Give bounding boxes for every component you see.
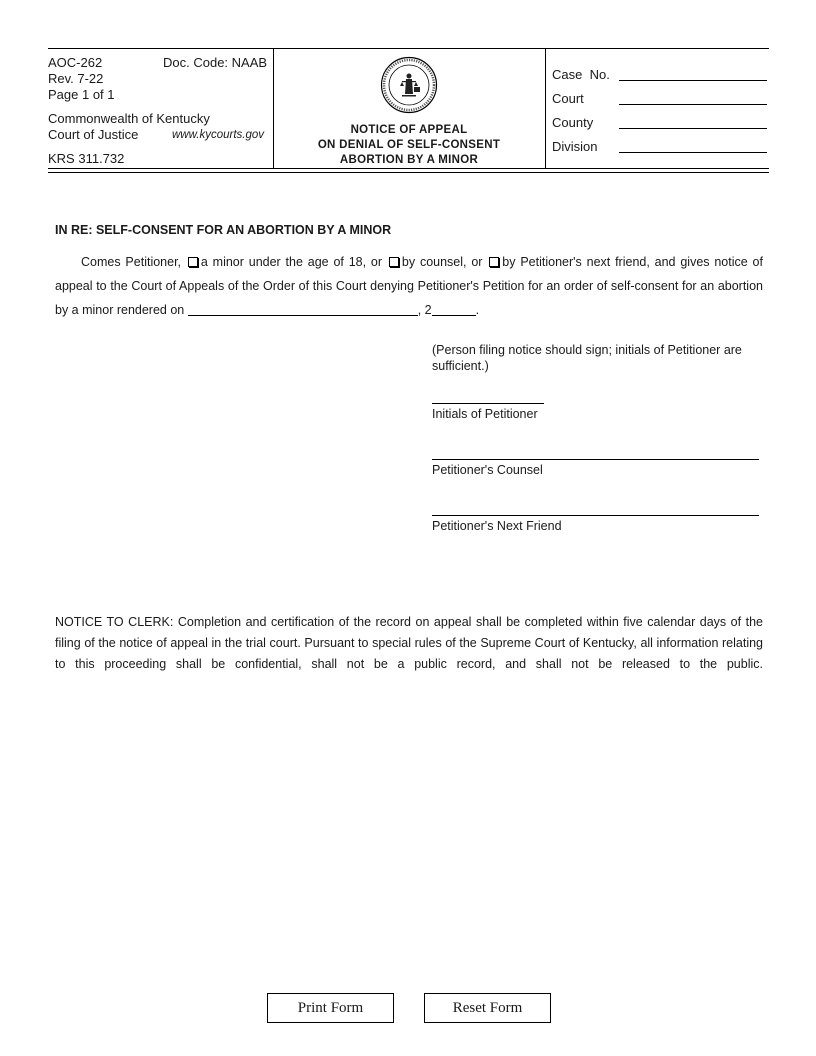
county-label: County [552,115,594,130]
date-period: . [475,303,480,317]
initials-label: Initials of Petitioner [432,407,538,421]
header-divider-right [545,48,546,168]
doc-code: Doc. Code: NAAB [163,55,268,70]
title-line-1: NOTICE OF APPEAL [350,124,468,136]
website: www.kycourts.gov [172,129,265,141]
court-of-justice: Court of Justice [48,127,139,142]
form-title [274,123,544,168]
counsel-label: Petitioner's Counsel [432,463,543,477]
counsel-option-text: by counsel, or [401,255,483,269]
notice-to-clerk: NOTICE TO CLERK: Completion and certification of the record on appeal shall be completed within five calendar days of the filing of the notice of appeal in the trial court. Pursuant to special rules of the Supreme Court of Kentucky, all information relating to this proceeding shall be confidential, shall not be a public record, and shall not be released to the public. [55,615,763,671]
case-no-field[interactable] [619,80,767,81]
division-label: Division [552,139,598,154]
next-friend-option-text: by Petitioner's next friend, and gives notice of appeal to the Court of Appeals of the Order of this Court denying Petitioner's Petition for an order of self-consent for an abortion by a minor rendered on [55,255,763,317]
signature-instruction: (Person filing notice should sign; initials of Petitioner are sufficient.) [432,343,742,373]
next-friend-checkbox[interactable] [489,257,499,267]
title-line-2: ON DENIAL OF SELF-CONSENT [317,139,501,151]
title-line-3: ABORTION BY A MINOR [339,154,479,166]
header-top-rule [48,48,769,49]
reset-form-button[interactable]: Reset Form [424,993,551,1023]
appeal-paragraph [55,250,763,322]
counsel-signature-line[interactable] [432,459,759,460]
county-field[interactable] [619,128,767,129]
year-field[interactable] [432,303,476,316]
header-bottom-rule [48,168,769,169]
page-number: Page 1 of 1 [48,87,115,102]
print-form-button[interactable]: Print Form [267,993,394,1023]
court-label: Court [552,91,584,106]
commonwealth: Commonwealth of Kentucky [48,111,210,126]
paragraph-intro: Comes Petitioner, [81,255,182,269]
court-field[interactable] [619,104,767,105]
statute: KRS 311.732 [48,151,125,166]
next-friend-signature-line[interactable] [432,515,759,516]
court-seal [380,56,438,114]
initials-line[interactable] [432,403,544,404]
minor-option-text: a minor under the age of 18, or [200,255,383,269]
rendered-date-field[interactable] [188,303,418,316]
revision: Rev. 7-22 [48,71,104,86]
minor-checkbox[interactable] [188,257,198,267]
header-bottom-rule-2 [48,172,769,173]
counsel-checkbox[interactable] [389,257,399,267]
form-number: AOC-262 [48,55,103,70]
case-no-label: Case No. [552,67,610,82]
next-friend-label: Petitioner's Next Friend [432,519,562,533]
division-field[interactable] [619,152,767,153]
in-re-heading: IN RE: SELF-CONSENT FOR AN ABORTION BY A MINOR [55,223,392,237]
date-separator: , 2 [417,303,432,317]
